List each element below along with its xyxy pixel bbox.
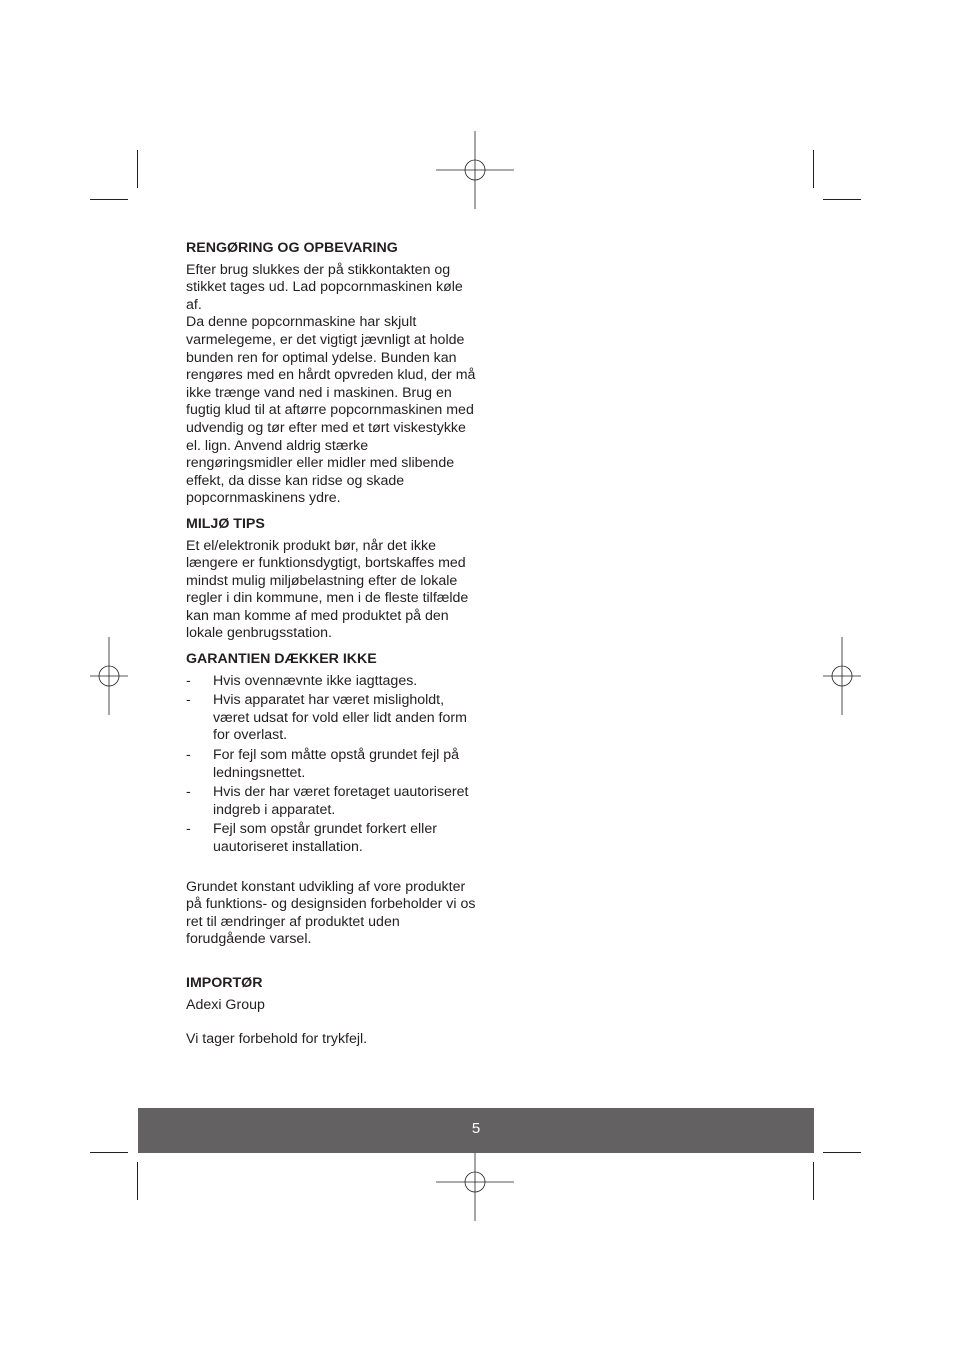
cleaning-section (186, 240, 476, 508)
warranty-heading: GARANTIEN DÆKKER IKKE (186, 651, 377, 668)
list-item-text: Hvis der har været foretaget uautoriseret indgreb i apparatet. (213, 784, 469, 818)
environment-paragraph: Et el/elektronik produkt bør, når det ikke længere er funktionsdygtigt, bortskaffes med mindst mulig miljøbelastning efter de lokale regler i din kommune, men i de fleste tilfælde kan man komme af med produktet på den lokale genbrugsstation. (186, 537, 469, 642)
list-item (186, 784, 476, 819)
registration-mark-bottom-icon (436, 1143, 514, 1221)
dash-bullet: - (186, 672, 191, 689)
cleaning-heading: RENGØRING OG OPBEVARING (186, 240, 398, 256)
crop-mark-bottom-right-horizontal (823, 1152, 861, 1153)
footer-bar (138, 1108, 814, 1153)
crop-mark-top-right-horizontal (823, 199, 861, 200)
importer-heading: IMPORTØR (186, 974, 263, 991)
list-item-text: Hvis apparatet har været misligholdt, været udsat for vold eller lidt anden form for overlast. (213, 692, 467, 744)
list-item (186, 692, 476, 745)
dash-bullet: - (186, 821, 191, 838)
page-number: 5 (471, 1120, 481, 1137)
list-item (186, 673, 476, 691)
list-item (186, 747, 476, 782)
warranty-list (186, 673, 476, 857)
main-content (186, 240, 476, 1049)
crop-mark-top-right-vertical (813, 150, 814, 188)
changes-note: Grundet konstant udvikling af vore produkter på funktions- og designsiden forbeholder vi os ret til ændringer af produktet uden forudgående varsel. (186, 878, 476, 948)
cleaning-paragraph-2: Da denne popcornmaskine har skjult varmelegeme, er det vigtigt jævnligt at holde bunden ren for optimal ydelse. Bunden kan rengøres med en hårdt opvreden klud, der må ikke trænge vand ned i maskinen. Brug en fugtig klud til at aftørre popcornmaskinen med udvendig og tør efter med et tørt viskestykke el. lign. Anvend aldrig stærke rengøringsmidler eller midler med slibende effekt, da disse kan ridse og skade popcornmaskinens ydre. (186, 314, 476, 507)
list-item-text: Fejl som opstår grundet forkert eller uautoriseret installation. (213, 821, 437, 855)
registration-mark-top-icon (436, 131, 514, 209)
crop-mark-top-left-horizontal (90, 199, 128, 200)
importer-name: Adexi Group (186, 996, 265, 1013)
registration-mark-right-icon (803, 637, 881, 715)
crop-mark-top-left-vertical (137, 150, 138, 188)
dash-bullet: - (186, 784, 191, 801)
dash-bullet: - (186, 692, 191, 709)
registration-mark-left-icon (70, 637, 148, 715)
list-item (186, 821, 476, 856)
crop-mark-bottom-left-vertical (137, 1162, 138, 1200)
warranty-section (186, 651, 476, 857)
crop-mark-bottom-left-horizontal (90, 1152, 128, 1153)
list-item-text: Hvis ovennævnte ikke iagttages. (213, 672, 418, 689)
environment-heading: MILJØ TIPS (186, 515, 265, 532)
list-item-text: For fejl som måtte opstå grundet fejl på ledningsnettet. (213, 747, 460, 781)
environment-section (186, 516, 476, 643)
cleaning-paragraph-1: Efter brug slukkes der på stikkontakten og stikket tages ud. Lad popcornmaskinen køle af. (186, 261, 463, 313)
disclaimer: Vi tager forbehold for trykfejl. (186, 1031, 368, 1048)
dash-bullet: - (186, 747, 191, 764)
crop-mark-bottom-right-vertical (813, 1162, 814, 1200)
